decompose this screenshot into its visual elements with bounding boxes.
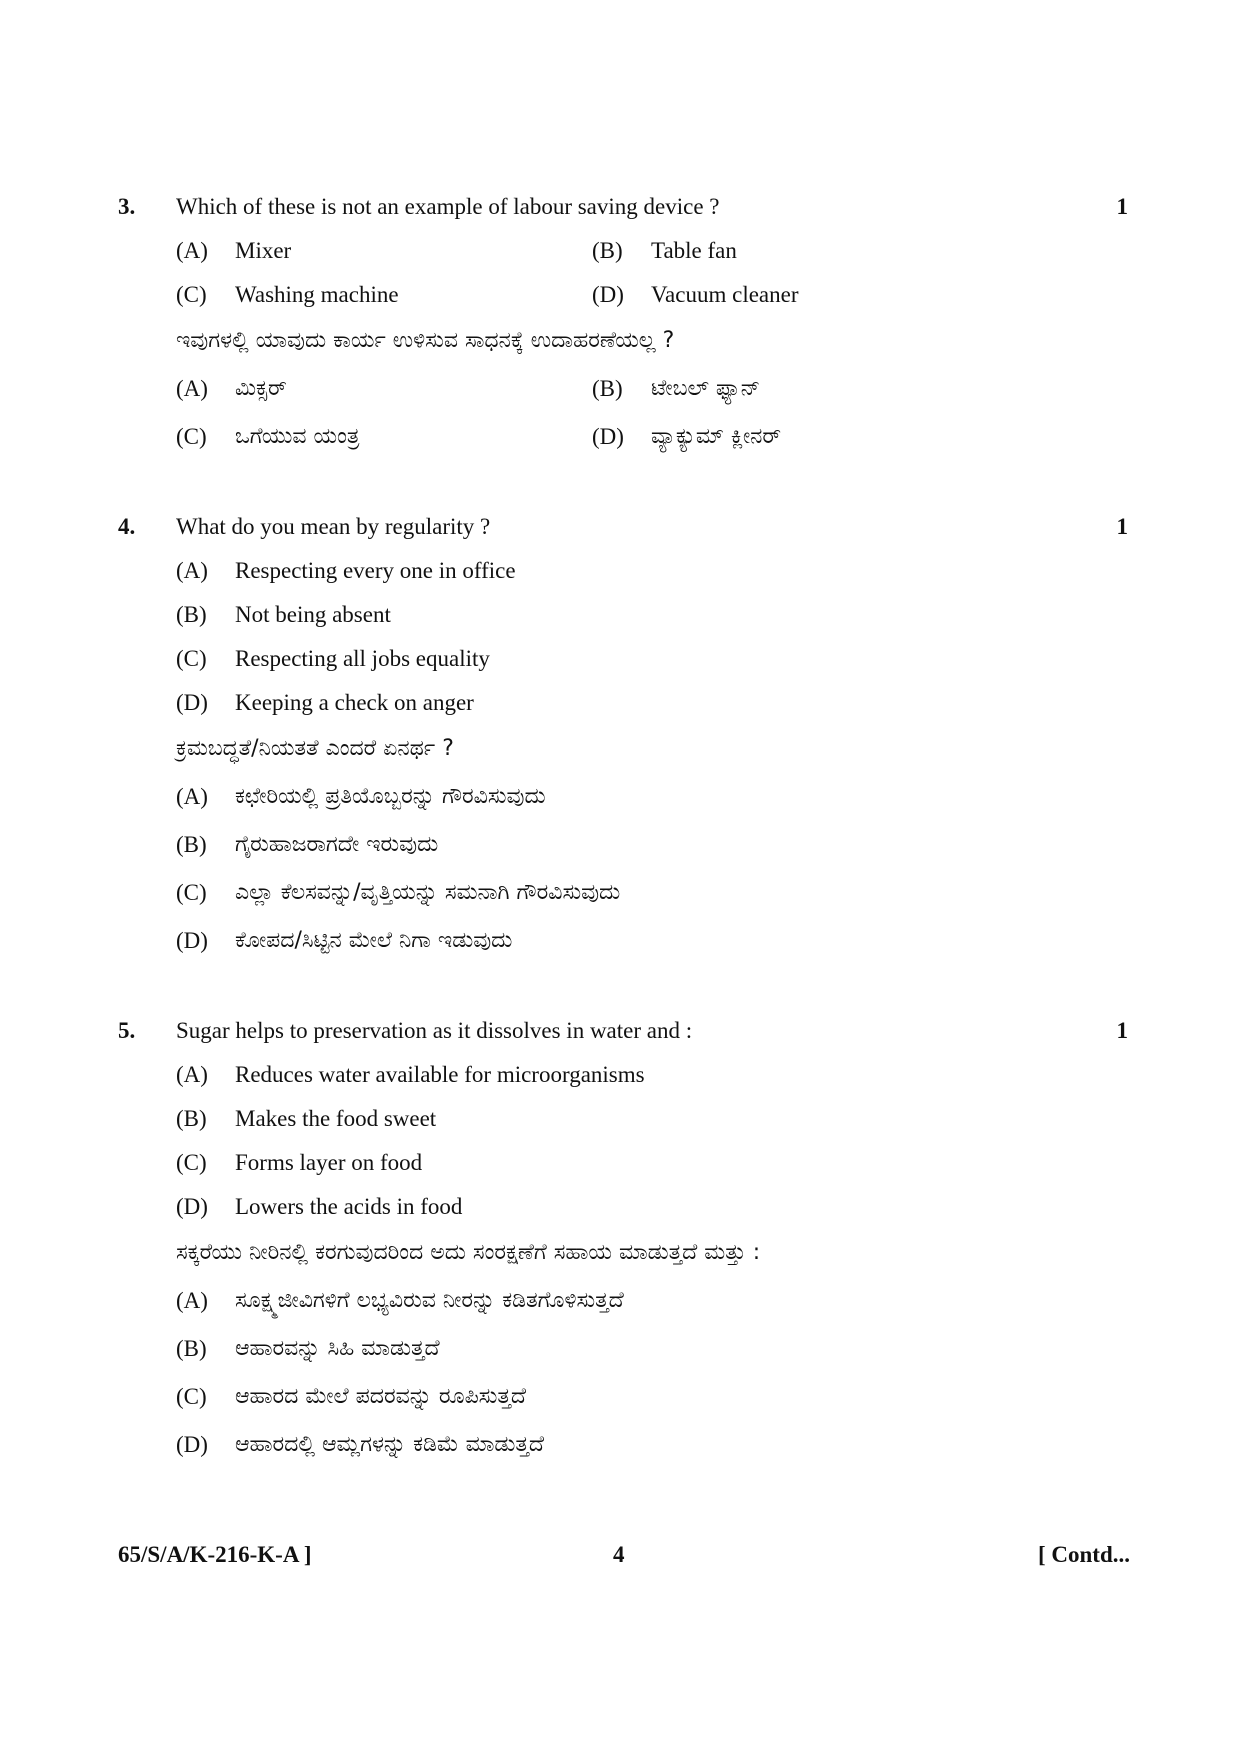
option-letter: (A) (176, 238, 208, 263)
option-letter: (C) (176, 880, 207, 905)
option-letter: (B) (176, 1336, 207, 1361)
option-text: ಕಛೇರಿಯಲ್ಲಿ ಪ್ರತಿಯೊಬ್ಬರನ್ನು ಗೌರವಿಸುವುದು (235, 784, 546, 809)
option-letter: (C) (176, 282, 207, 307)
option-text: ಆಹಾರದ ಮೇಲೆ ಪದರವನ್ನು ರೂಪಿಸುತ್ತದೆ (235, 1384, 526, 1409)
question-text: What do you mean by regularity ? (176, 514, 491, 539)
option-text: Respecting all jobs equality (235, 646, 490, 671)
option-text: Keeping a check on anger (235, 690, 474, 715)
option-letter: (A) (176, 1288, 208, 1313)
option-text: ವ್ಯಾಕ್ಯುಮ್ ಕ್ಲೀನರ್ (651, 424, 782, 449)
option-letter: (A) (176, 558, 208, 583)
option-letter: (A) (176, 784, 208, 809)
option-text: ಎಲ್ಲಾ ಕೆಲಸವನ್ನು/ವೃತ್ತಿಯನ್ನು ಸಮನಾಗಿ ಗೌರವಿಸುವುದು (235, 880, 621, 905)
option-row-kannada (118, 413, 1128, 461)
option-letter: (A) (176, 1062, 208, 1087)
question-3 (118, 185, 1128, 461)
option-letter: (D) (176, 1432, 208, 1457)
option-d (118, 681, 1128, 725)
option-text: Lowers the acids in food (235, 1194, 463, 1219)
option-letter: (C) (176, 646, 207, 671)
option-c (118, 637, 1128, 681)
option-row (118, 273, 1128, 317)
option-letter: (D) (176, 690, 208, 715)
option-d-kannada (118, 1421, 1128, 1469)
question-header (118, 1009, 1128, 1053)
question-5 (118, 1009, 1128, 1469)
option-text: ಆಹಾರದಲ್ಲಿ ಆಮ್ಲಗಳನ್ನು ಕಡಿಮೆ ಮಾಡುತ್ತದೆ (235, 1432, 544, 1457)
question-number: 3. (118, 194, 136, 219)
option-letter: (B) (592, 238, 623, 263)
option-a (118, 1053, 1128, 1097)
option-b (118, 593, 1128, 637)
option-letter: (D) (176, 1194, 208, 1219)
option-text: Forms layer on food (235, 1150, 423, 1175)
question-text-kannada: ಕ್ರಮಬದ್ಧತೆ/ನಿಯತತೆ ಎಂದರೆ ಏನರ್ಥ ? (176, 736, 454, 761)
option-text: ಒಗೆಯುವ ಯಂತ್ರ (235, 424, 360, 449)
option-c-kannada (118, 869, 1128, 917)
option-letter: (B) (592, 376, 623, 401)
question-text: Sugar helps to preservation as it dissolves in water and : (176, 1018, 693, 1043)
continued-label: [ Contd... (1037, 1542, 1130, 1567)
option-row (118, 229, 1128, 273)
option-text: Makes the food sweet (235, 1106, 437, 1131)
option-letter: (B) (176, 602, 207, 627)
option-letter: (C) (176, 1150, 207, 1175)
option-text: ಕೋಪದ/ಸಿಟ್ಟಿನ ಮೇಲೆ ನಿಗಾ ಇಡುವುದು (235, 928, 513, 953)
option-text: Reduces water available for microorganisms (235, 1062, 645, 1087)
option-b (118, 1097, 1128, 1141)
option-a-kannada (118, 773, 1128, 821)
option-text: ಗೈರುಹಾಜರಾಗದೇ ಇರುವುದು (235, 832, 439, 857)
option-text: Not being absent (235, 602, 391, 627)
option-letter: (C) (176, 1384, 207, 1409)
option-letter: (B) (176, 1106, 207, 1131)
question-4 (118, 505, 1128, 965)
question-text-kannada: ಇವುಗಳಲ್ಲಿ ಯಾವುದು ಕಾರ್ಯ ಉಳಿಸುವ ಸಾಧನಕ್ಕೆ ಉದಾಹರಣೆಯಲ್ಲ ? (176, 328, 675, 353)
question-marks: 1 (1116, 1018, 1128, 1043)
question-text-kannada: ಸಕ್ಕರೆಯು ನೀರಿನಲ್ಲಿ ಕರಗುವುದರಿಂದ ಅದು ಸಂರಕ್ಷಣೆಗೆ ಸಹಾಯ ಮಾಡುತ್ತದೆ ಮತ್ತು : (176, 1240, 761, 1265)
page-number: 4 (613, 1542, 625, 1567)
question-header (118, 185, 1128, 229)
option-letter: (D) (592, 282, 624, 307)
option-row-kannada (118, 365, 1128, 413)
option-letter: (C) (176, 424, 207, 449)
option-text: Table fan (651, 238, 737, 263)
option-b-kannada (118, 1325, 1128, 1373)
paper-code: 65/S/A/K-216-K-A ] (118, 1542, 312, 1567)
question-header (118, 505, 1128, 549)
page-footer (118, 1535, 1130, 1575)
option-text: Respecting every one in office (235, 558, 516, 583)
option-text: ಆಹಾರವನ್ನು ಸಿಹಿ ಮಾಡುತ್ತದೆ (235, 1336, 440, 1361)
option-letter: (A) (176, 376, 208, 401)
question-marks: 1 (1116, 514, 1128, 539)
option-text: ಸೂಕ್ಷ್ಮಜೀವಿಗಳಿಗೆ ಲಭ್ಯವಿರುವ ನೀರನ್ನು ಕಡಿತಗೊಳಿಸುತ್ತದೆ (235, 1288, 624, 1313)
option-text: Mixer (235, 238, 292, 263)
option-text: ಟೇಬಲ್ ಫ್ಯಾನ್ (651, 376, 761, 401)
question-number: 4. (118, 514, 136, 539)
option-text: Vacuum cleaner (651, 282, 799, 307)
question-number: 5. (118, 1018, 136, 1043)
question-marks: 1 (1116, 194, 1128, 219)
option-text: Washing machine (235, 282, 399, 307)
option-letter: (B) (176, 832, 207, 857)
option-letter: (D) (592, 424, 624, 449)
option-letter: (D) (176, 928, 208, 953)
option-a-kannada (118, 1277, 1128, 1325)
option-c-kannada (118, 1373, 1128, 1421)
option-text: ಮಿಕ್ಸರ್ (235, 376, 287, 401)
option-c (118, 1141, 1128, 1185)
option-a (118, 549, 1128, 593)
option-d-kannada (118, 917, 1128, 965)
question-text: Which of these is not an example of labour saving device ? (176, 194, 720, 219)
option-d (118, 1185, 1128, 1229)
option-b-kannada (118, 821, 1128, 869)
